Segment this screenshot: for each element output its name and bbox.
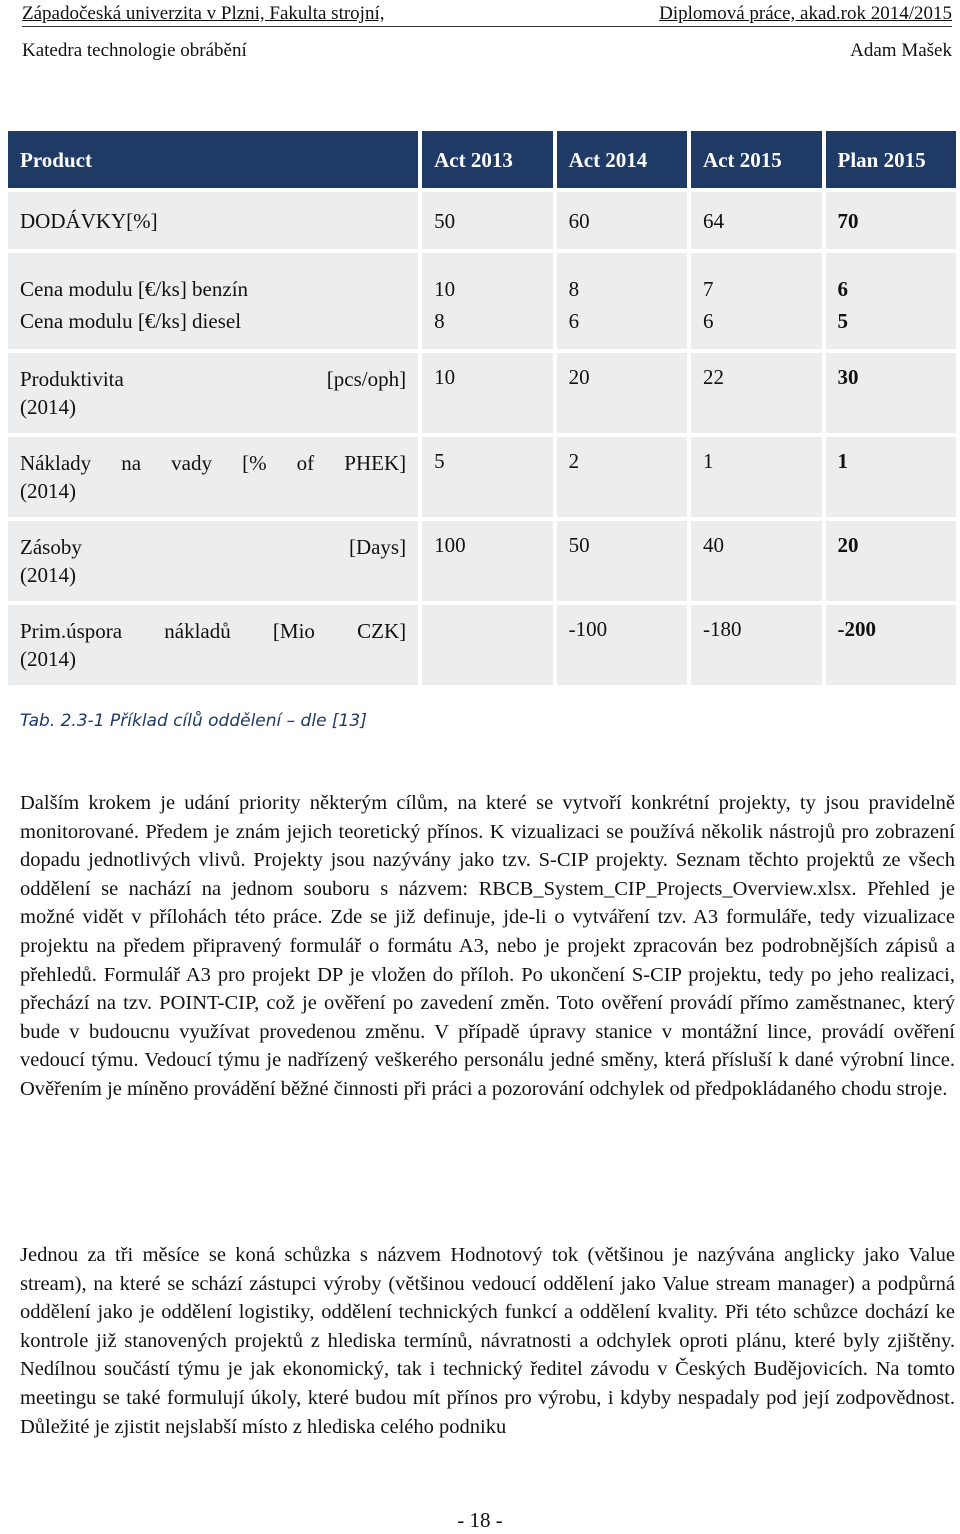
table-row (8, 521, 956, 601)
header-bottom-row (22, 27, 952, 63)
row-label: Cena modulu [€/ks] diesel (8, 303, 418, 349)
row-value: 20 (553, 353, 687, 433)
header-cell-act-2014: Act 2014 (553, 131, 687, 188)
row-value: 1 (822, 437, 956, 517)
row-label-year: (2014) (20, 647, 76, 671)
page-header (22, 0, 952, 66)
goals-table (8, 131, 956, 685)
row-value: -180 (687, 605, 821, 685)
table-row (8, 605, 956, 685)
row-value: 10 (418, 353, 552, 433)
row-value: 2 (553, 437, 687, 517)
row-label (8, 521, 418, 601)
header-university: Západočeská univerzita v Plzni, Fakulta strojní, (22, 3, 385, 24)
row-label (8, 353, 418, 433)
header-department: Katedra technologie obrábění (22, 40, 247, 61)
row-label-unit: [Days] (348, 535, 407, 559)
row-label-year: (2014) (20, 479, 76, 503)
row-value: 8 (553, 253, 687, 303)
header-cell-product: Product (8, 131, 418, 188)
row-value: 40 (687, 521, 821, 601)
body-paragraph: Dalším krokem je udání priority některým cílům, na které se vytvoří konkrétní projekty, ty jsou pravidelně monitorované. Předem je znám jejich teoretický přínos. K vizualizaci se používá několik nástrojů pro zobrazení dopadu jednotlivých vlivů. Projekty jsou nazývány jako tzv. S-CIP projekty. Seznam těchto projektů ze všech oddělení se nachází na jednom souboru s názvem: RBCB_System_CIP_Projects_Overview.xlsx. Přehled je možné vidět v přílohách této práce. Zde se již definuje, jde-li o vytváření tzv. A3 formuláře, tedy vizualizace projektu na předem připravený formulář o formátu A3, nebo je projekt zpracován bez podrobnějších zápisů a přehledů. Formulář A3 pro projekt DP je vložen do příloh. Po ukončení S-CIP projektu, tedy po jeho realizaci, přechází na tzv. POINT-CIP, což je ověření po zavedení změn. Toto ověření provádí přímo zaměstnanec, který bude v budoucnu využívat provedenou změnu. V případě úpravy stanice v montážní lince, provádí ověření vedoucí týmu. Vedoucí týmu je nadřízený veškerého personálu jedné směny, která přísluší k dané výrobní lince. Ověřením je míněno provádění běžné činnosti při práci a pozorování odchylek od předpokládaného chodu stroje. (20, 792, 955, 1100)
row-value: 64 (687, 192, 821, 249)
body-paragraph: Jednou za tři měsíce se koná schůzka s názvem Hodnotový tok (většinou je nazývána anglicky jako Value stream), na které se schází zástupci výroby (většinou vedoucí oddělení jako Value stream manager) a podpůrná oddělení jako je oddělení logistiky, oddělení technických funkcí a oddělení kvality. Při této schůzce dochází ke kontrole již stanovených projektů z hlediska termínů, návratnosti a odchylek oproti plánu, které byly zjištěny. Nedílnou součástí týmu je jak ekonomický, tak i technický ředitel závodu v Českých Budějovicích. Na tomto meetingu se také formulují úkoly, které budou mít přínos pro výrobu, i kdyby nespadaly pod její zodpovědnost. Důležité je zjistit nejslabší místo z hlediska celého podniku (20, 1244, 955, 1438)
row-label-unit: [pcs/oph] (326, 367, 407, 391)
row-value: 7 (687, 253, 821, 303)
row-value: 20 (822, 521, 956, 601)
header-thesis-info: Diplomová práce, akad.rok 2014/2015 (659, 3, 952, 24)
row-label-main: Prim.úspora nákladů [Mio CZK] (20, 619, 407, 643)
row-value: 60 (553, 192, 687, 249)
table-caption: Tab. 2.3-1 Příklad cílů oddělení – dle [13] (20, 711, 367, 731)
table-row (8, 192, 956, 249)
row-label (8, 437, 418, 517)
row-value: 1 (687, 437, 821, 517)
row-value: -200 (822, 605, 956, 685)
header-cell-act-2013: Act 2013 (418, 131, 552, 188)
row-value: 100 (418, 521, 552, 601)
row-label-main: Produktivita (20, 367, 124, 391)
row-value (418, 605, 552, 685)
row-label-year: (2014) (20, 395, 76, 419)
row-label: DODÁVKY[%] (8, 192, 418, 249)
table-header-row (8, 131, 956, 188)
row-value: 10 (418, 253, 552, 303)
table-row (8, 353, 956, 433)
row-value: 50 (553, 521, 687, 601)
row-value: 5 (418, 437, 552, 517)
row-value: 6 (553, 303, 687, 349)
row-value: 6 (822, 253, 956, 303)
table-row (8, 253, 956, 303)
row-value: 8 (418, 303, 552, 349)
row-label-main: Zásoby (20, 535, 82, 559)
row-value: 50 (418, 192, 552, 249)
row-label-year: (2014) (20, 563, 76, 587)
row-label: Cena modulu [€/ks] benzín (8, 253, 418, 303)
header-cell-plan-2015: Plan 2015 (822, 131, 956, 188)
row-value: -100 (553, 605, 687, 685)
row-value: 22 (687, 353, 821, 433)
row-label (8, 605, 418, 685)
page-number: - 18 - (457, 1508, 503, 1532)
row-value: 6 (687, 303, 821, 349)
row-value: 5 (822, 303, 956, 349)
row-value: 30 (822, 353, 956, 433)
row-label-main: Náklady na vady [% of PHEK] (20, 451, 407, 475)
table-row (8, 303, 956, 349)
header-top-row (22, 0, 952, 27)
header-author: Adam Mašek (850, 40, 952, 61)
row-value: 70 (822, 192, 956, 249)
header-cell-act-2015: Act 2015 (687, 131, 821, 188)
table-row (8, 437, 956, 517)
